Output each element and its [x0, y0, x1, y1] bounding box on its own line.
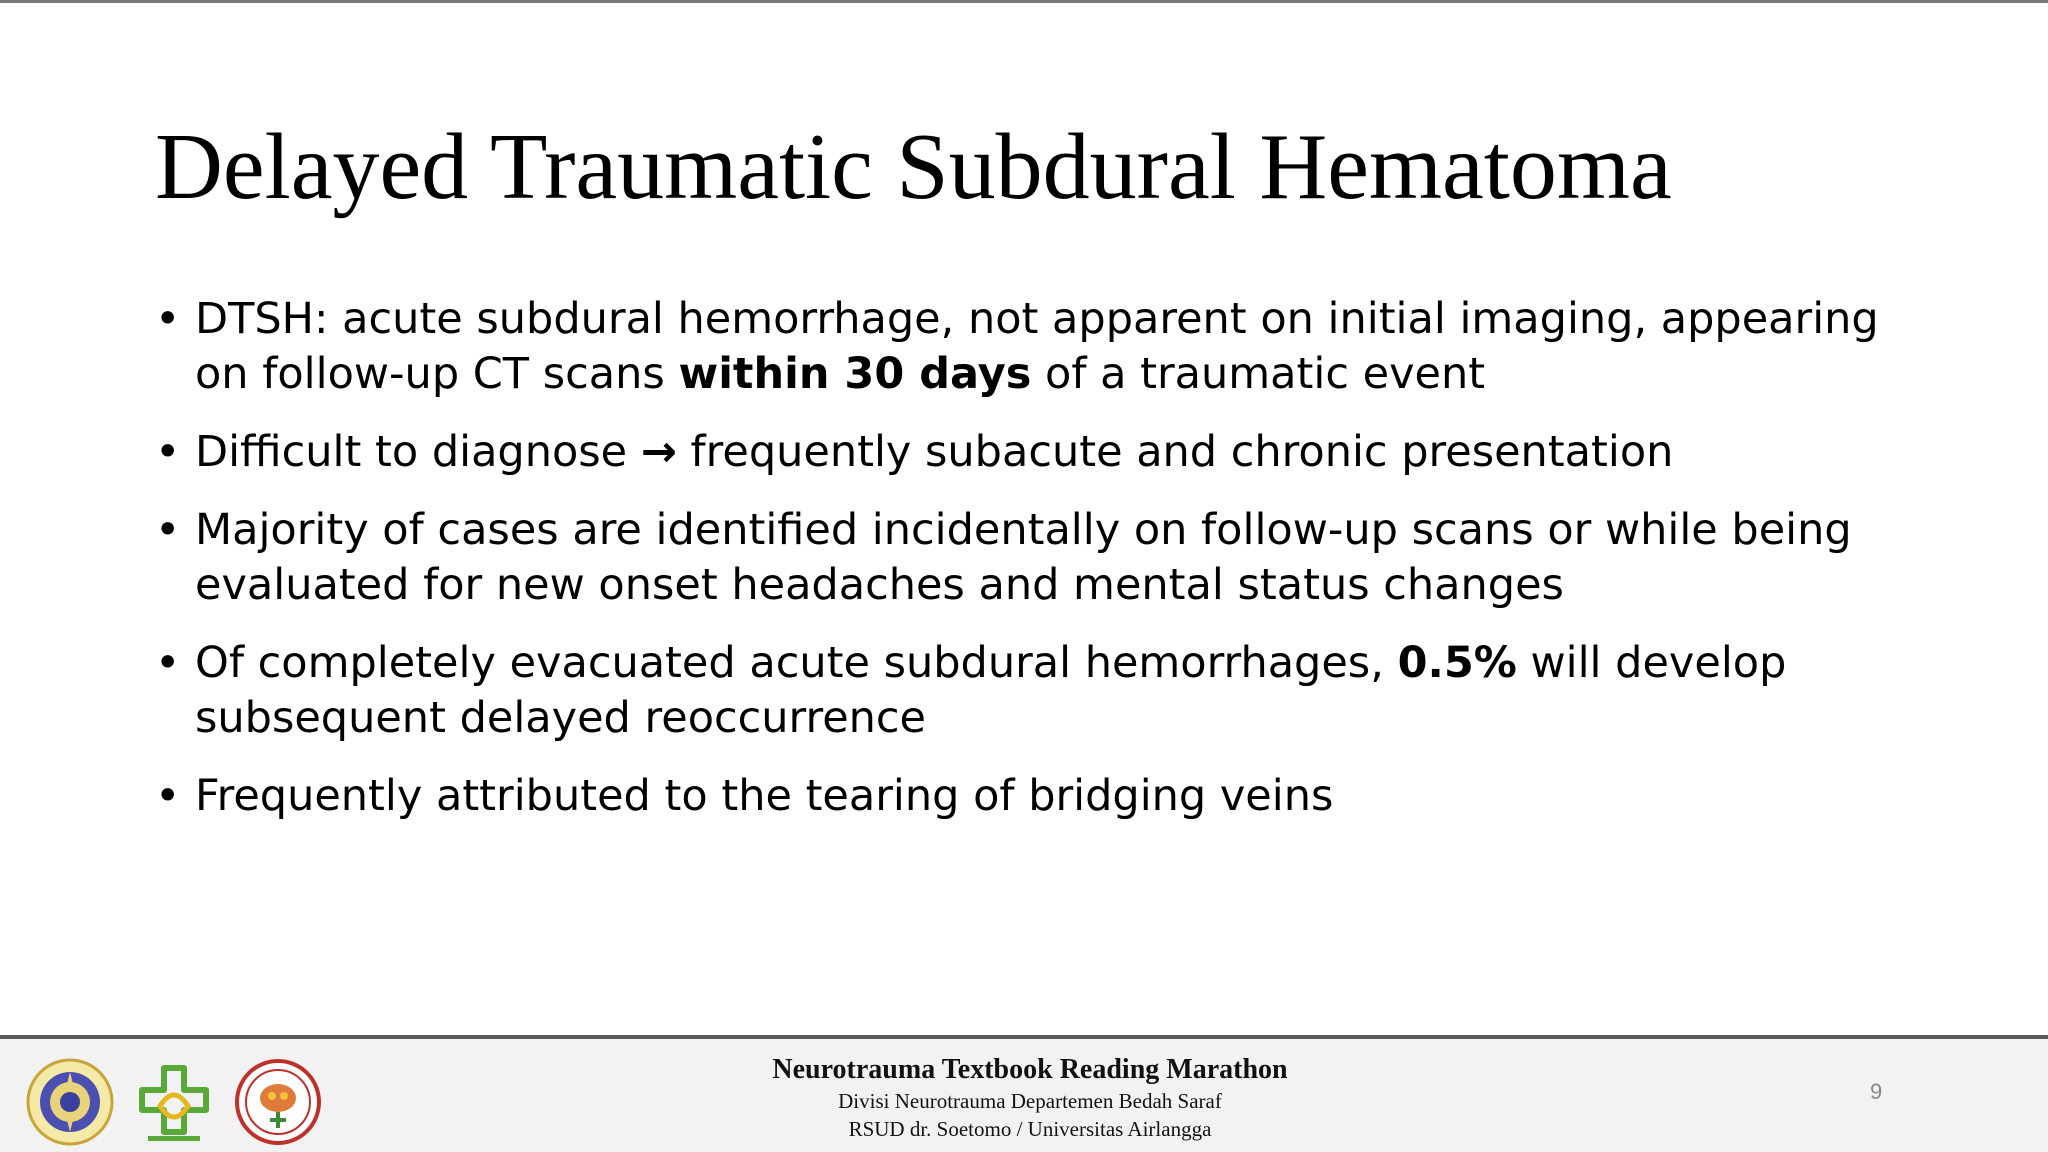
- footer-bar: [0, 1035, 2048, 1152]
- footer-title: Neurotrauma Textbook Reading Marathon: [772, 1054, 1288, 1085]
- bullet-item: • Difficult to diagnose → frequently subacute and chronic presentation: [155, 425, 1935, 480]
- bullet-dot: •: [155, 427, 181, 477]
- arrow-right-icon: →: [640, 427, 677, 477]
- bullet-item: • Of completely evacuated acute subdural hemorrhages, 0.5% will develop subsequent delayed reoccurrence: [155, 638, 1787, 743]
- bullet-item: • DTSH: acute subdural hemorrhage, not apparent on initial imaging, appearing on follow-up CT scans within 30 days of a traumatic event: [155, 294, 1879, 399]
- bullet-item: • Majority of cases are identified incidentally on follow-up scans or while being evaluated for new onset headaches and mental status changes: [155, 505, 1852, 610]
- bold-text: 0.5%: [1397, 638, 1517, 688]
- footer-institution: RSUD dr. Soetomo / Universitas Airlangga: [848, 1117, 1212, 1141]
- logo-strip: [26, 1057, 322, 1147]
- bullet-dot: •: [155, 294, 181, 344]
- top-rule: [0, 0, 2048, 3]
- page-number: 9: [1870, 1079, 1883, 1104]
- slide-title: Delayed Traumatic Subdural Hematoma: [155, 115, 1672, 219]
- footer-department: Divisi Neurotrauma Departemen Bedah Saraf: [838, 1089, 1222, 1113]
- bullet-list: [155, 292, 1935, 847]
- bullet-dot: •: [155, 505, 181, 555]
- bullet-dot: •: [155, 771, 181, 821]
- hospital-cross-icon: [130, 1058, 218, 1146]
- neurosurgery-society-icon: [234, 1058, 322, 1146]
- footer-credit: [680, 1053, 1380, 1143]
- bullet-dot: •: [155, 638, 181, 688]
- bullet-item: • Frequently attributed to the tearing of bridging veins: [155, 769, 1935, 824]
- bold-text: within 30 days: [678, 349, 1032, 399]
- university-seal-icon: [26, 1058, 114, 1146]
